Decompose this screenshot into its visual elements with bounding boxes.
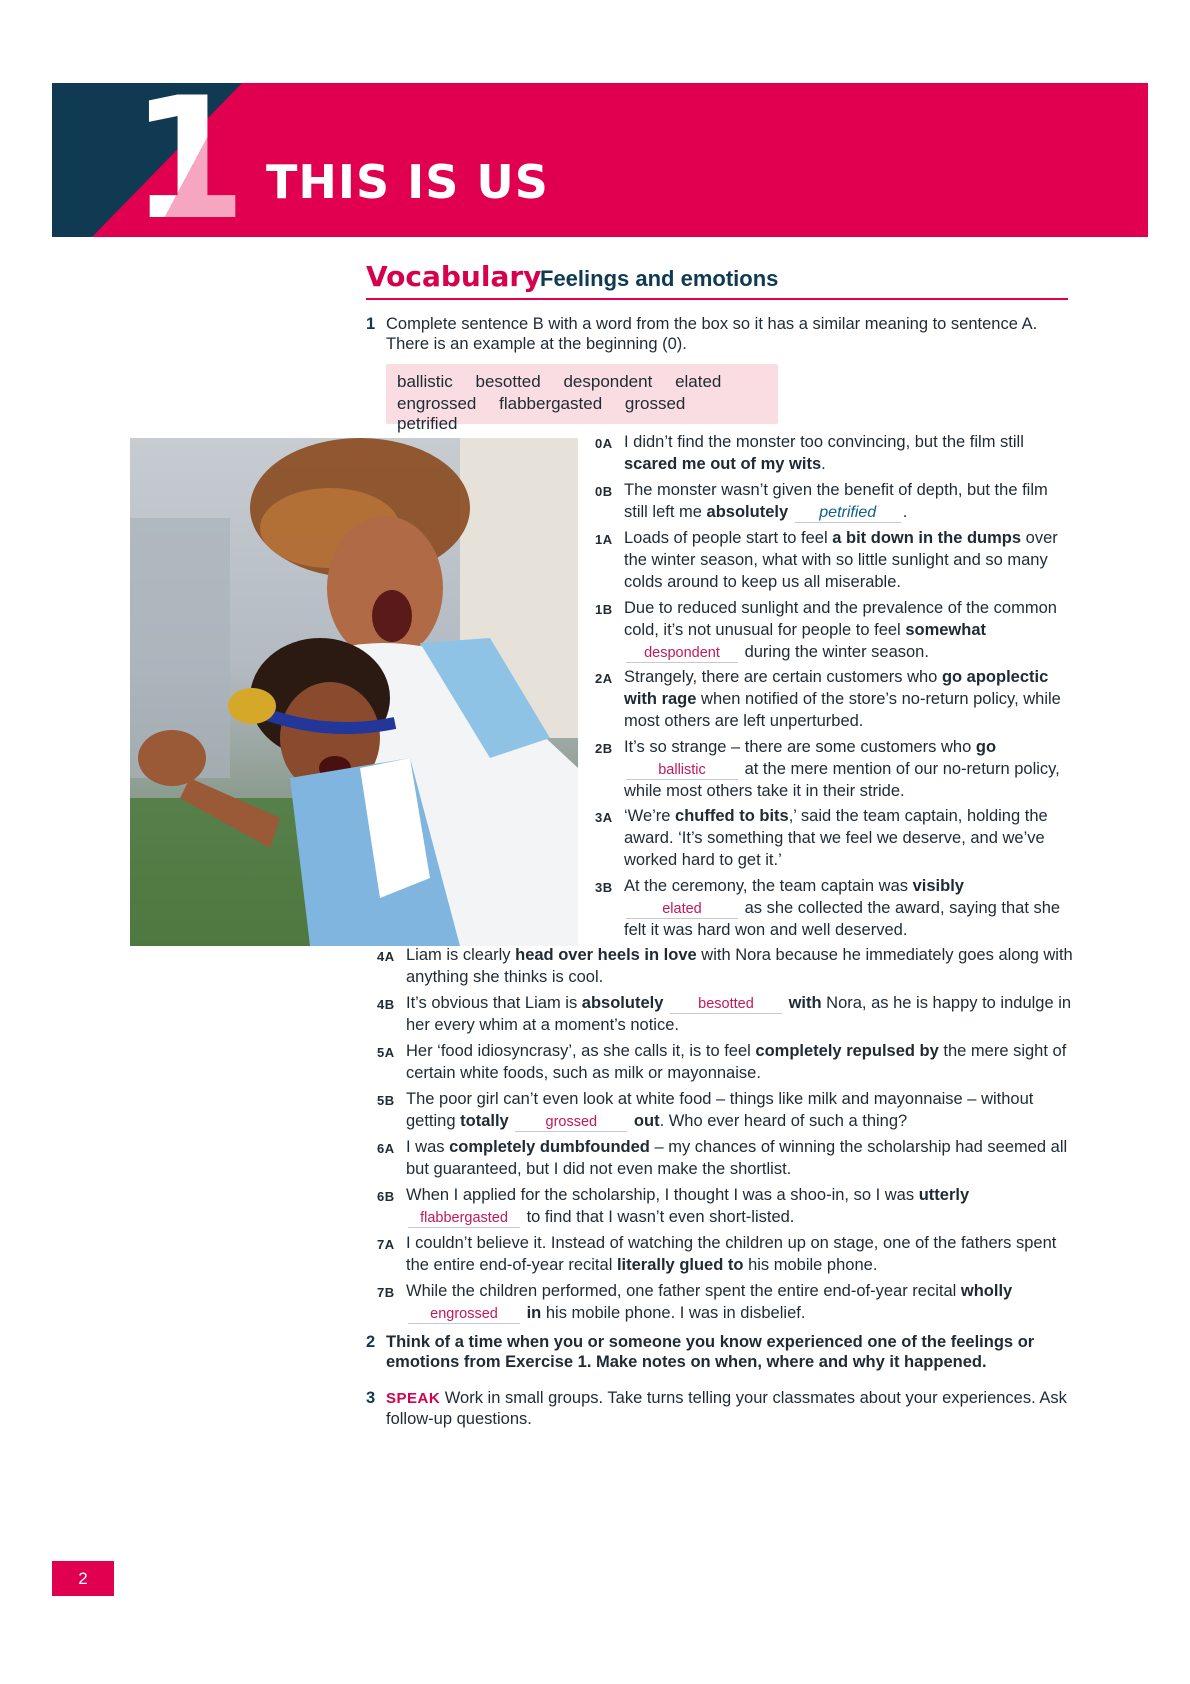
exercise-item-1b (595, 598, 1073, 663)
item-text-segment: his mobile phone. I was in disbelief. (541, 1303, 806, 1322)
word-box-word: ballistic (397, 372, 453, 391)
item-key-phrase: completely repulsed by (755, 1042, 939, 1060)
item-key-phrase: utterly (918, 1186, 970, 1204)
exercise-item-4a (377, 945, 1073, 989)
item-code: 2A (595, 671, 613, 686)
item-code: 0A (595, 436, 613, 451)
exercise-item-1a (595, 528, 1073, 593)
item-text-segment: While the children performed, one father spent the entire end-of-year recital (406, 1282, 961, 1300)
exercise-item-6a (377, 1137, 1073, 1181)
item-text-segment: Liam is clearly (406, 946, 516, 964)
item-text-segment: Her ‘food idiosyncrasy’, as she calls it, is to feel (406, 1042, 756, 1060)
answer-blank: engrossed (408, 1305, 520, 1324)
item-key-phrase: somewhat (905, 620, 986, 639)
item-key-phrase: go apoplectic with rage (624, 668, 1049, 708)
exercise-1 (366, 314, 1078, 354)
item-text-segment: It’s so strange – there are some customers who (624, 738, 976, 756)
word-box (386, 364, 778, 433)
item-text-segment: It’s obvious that Liam is (406, 994, 582, 1012)
exercise-2 (366, 1332, 1078, 1372)
item-text (406, 1089, 1073, 1133)
item-text (406, 1137, 1073, 1181)
item-text-segment: The monster wasn’t given the benefit of depth, but the film still left me (624, 481, 1048, 521)
item-code: 4A (377, 949, 395, 964)
item-code: 3A (595, 810, 613, 825)
item-text-segment (788, 503, 793, 521)
item-code: 1B (595, 602, 613, 617)
exercise-item-5b (377, 1089, 1073, 1133)
word-box-word: besotted (475, 372, 541, 391)
word-box-word: flabbergasted (499, 394, 603, 413)
item-key-phrase: out (633, 1111, 660, 1130)
item-text (624, 480, 1073, 524)
exercise-item-2a (595, 667, 1073, 732)
exercise-item-3b (595, 876, 1073, 941)
word-box-word: despondent (563, 372, 653, 391)
item-text (406, 1233, 1073, 1277)
item-text-segment: at the mere mention of our no-return policy, while most others take it in their stride. (624, 759, 1060, 800)
item-text-segment: . Who ever heard of such a thing? (659, 1111, 908, 1130)
section-label: Vocabulary (366, 260, 542, 293)
exercise-item-5a (377, 1041, 1073, 1085)
exercise-number: 1 (366, 315, 376, 333)
item-code: 6A (377, 1141, 395, 1156)
item-key-phrase: absolutely (581, 994, 664, 1012)
item-text-segment: I didn’t find the monster too convincing, but the film still (624, 433, 1024, 451)
item-text-segment: when notified of the store’s no-return policy, while most others are left unperturbed. (624, 689, 1061, 730)
item-key-phrase: literally glued to (616, 1255, 744, 1274)
item-code: 1A (595, 532, 613, 547)
exercise-item-6b (377, 1185, 1073, 1229)
unit-number: 1 (130, 83, 241, 237)
item-key-phrase: go (975, 738, 997, 756)
item-text (406, 993, 1073, 1037)
answer-blank: grossed (515, 1113, 627, 1132)
exercise-item-3a (595, 806, 1073, 871)
answer-blank: besotted (670, 995, 782, 1014)
item-text-segment: I was (406, 1138, 450, 1156)
section-topic: Feelings and emotions (540, 266, 779, 291)
item-text-segment: The poor girl can’t even look at white food – things like milk and mayonnaise – without getting (406, 1090, 1034, 1130)
item-code: 6B (377, 1189, 395, 1204)
item-code: 7B (377, 1285, 395, 1300)
example-answer-blank: petrified (795, 504, 901, 523)
item-code: 0B (595, 484, 613, 499)
item-key-phrase: scared me out of my wits (624, 454, 822, 473)
word-box-word: engrossed (397, 394, 477, 413)
item-key-phrase: visibly (912, 877, 964, 895)
item-text-segment: ‘We’re (624, 807, 676, 825)
item-text-segment: When I applied for the scholarship, I thought I was a shoo-in, so I was (406, 1186, 919, 1204)
item-text-segment: I couldn’t believe it. Instead of watching the children up on stage, one of the fathers spent the entire end-of-year recital (406, 1234, 1057, 1274)
item-key-phrase: wholly (960, 1282, 1013, 1300)
exercise-3 (366, 1388, 1078, 1429)
exercise-item-4b (377, 993, 1073, 1037)
item-text (624, 876, 1073, 941)
item-text (406, 1041, 1073, 1085)
exercise-instruction: Work in small groups. Take turns telling your classmates about your experiences. Ask follow-up questions. (386, 1389, 1067, 1428)
exercise-number: 2 (366, 1333, 376, 1351)
answer-blank: ballistic (626, 761, 738, 780)
page-number: 2 (52, 1561, 114, 1596)
item-text-segment: his mobile phone. (743, 1255, 878, 1274)
exercise-item-0b (595, 480, 1073, 524)
exercise-item-2b (595, 737, 1073, 802)
item-code: 7A (377, 1237, 395, 1252)
item-key-phrase: completely dumbfounded (449, 1138, 650, 1156)
exercise-instruction: Complete sentence B with a word from the box so it has a similar meaning to sentence A. There is an example at the beginning (0). (386, 315, 1038, 353)
item-text-segment: with Nora because he immediately goes along with anything she thinks is cool. (406, 946, 1073, 986)
item-text-segment: Due to reduced sunlight and the prevalence of the common cold, it’s not unusual for people to feel (624, 599, 1057, 639)
item-key-phrase: absolutely (706, 502, 789, 521)
word-box-word: elated (675, 372, 722, 391)
unit-banner (52, 83, 1148, 237)
item-key-phrase: in (526, 1303, 542, 1322)
item-code: 5B (377, 1093, 395, 1108)
item-text (624, 806, 1073, 871)
item-code: 5A (377, 1045, 395, 1060)
item-key-phrase: a bit down in the dumps (832, 529, 1022, 547)
item-text-segment: over the winter season, what with so little sunlight and so many colds around to keep us all miserable. (624, 529, 1058, 591)
item-text-segment: Loads of people start to feel (624, 529, 833, 547)
item-text-segment: . (902, 502, 908, 521)
players-illustration (130, 438, 578, 946)
item-text-segment: – my chances of winning the scholarship had seemed all but guaranteed, but I did not even make the shortlist. (406, 1138, 1068, 1178)
item-key-phrase: head over heels in love (515, 946, 697, 964)
item-text (624, 432, 1073, 476)
exercise-instruction: Think of a time when you or someone you know experienced one of the feelings or emotions from Exercise 1. Make notes on when, where and why it happened. (386, 1333, 1035, 1371)
word-box-word: grossed (624, 394, 686, 413)
item-text-segment: . (821, 454, 826, 473)
item-text (624, 667, 1073, 732)
word-box-row (397, 372, 739, 392)
answer-blank: flabbergasted (408, 1209, 520, 1228)
item-text-segment: as she collected the award, saying that she felt it was hard won and well deserved. (624, 898, 1061, 939)
speak-label: SPEAK (386, 1390, 441, 1407)
item-text (624, 737, 1073, 802)
item-text-segment: the mere sight of certain white foods, such as milk or mayonnaise. (406, 1042, 1067, 1082)
exercise-instruction-wrap (386, 1388, 1078, 1429)
item-text (406, 945, 1073, 989)
word-box-row (397, 394, 778, 434)
item-key-phrase: chuffed to bits (675, 807, 789, 825)
item-text-segment: Strangely, there are certain customers who (624, 668, 942, 686)
exercise-item-7b (377, 1281, 1073, 1325)
item-text-segment: during the winter season. (740, 642, 929, 661)
item-text-segment: ,’ said the team captain, holding the award. ‘It’s something that we feel we deserve, and we’ve worked hard to get it.’ (624, 807, 1048, 869)
celebration-photo (130, 438, 578, 946)
item-text-segment: Nora, as he is happy to indulge in her every whim at a moment’s notice. (406, 994, 1072, 1034)
unit-title: THIS IS US (266, 155, 549, 209)
item-text (406, 1185, 1073, 1229)
item-text-segment: At the ceremony, the team captain was (624, 877, 913, 895)
item-text-segment: to find that I wasn’t even short-listed. (522, 1207, 795, 1226)
answer-blank: despondent (626, 644, 738, 663)
item-text (624, 528, 1073, 593)
item-key-phrase: totally (460, 1111, 509, 1130)
item-text (624, 598, 1073, 663)
item-text-segment (509, 1112, 514, 1130)
exercise-item-7a (377, 1233, 1073, 1277)
item-code: 3B (595, 880, 613, 895)
answer-blank: elated (626, 900, 738, 919)
item-code: 4B (377, 997, 395, 1012)
section-heading (366, 258, 1068, 300)
exercise-item-0a (595, 432, 1073, 476)
exercise-number: 3 (366, 1389, 376, 1407)
item-text (406, 1281, 1073, 1325)
word-box-word: petrified (397, 414, 458, 433)
item-code: 2B (595, 741, 613, 756)
item-key-phrase: with (788, 994, 822, 1012)
item-text-segment (663, 994, 668, 1012)
